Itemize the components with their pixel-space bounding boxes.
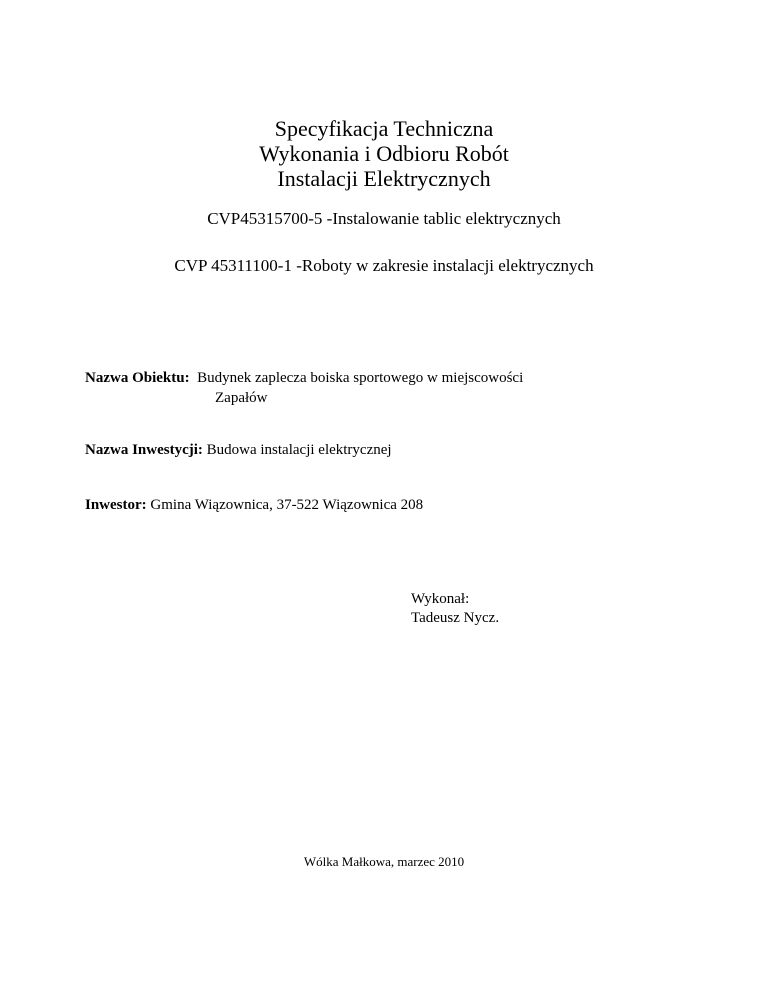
inwestycja-label: Nazwa Inwestycji:: [85, 442, 203, 458]
cpv-code-1: CVP45315700-5 -Instalowanie tablic elektrycznych: [207, 209, 561, 228]
inwestor-label: Inwestor:: [85, 497, 147, 513]
place-date: Wólka Małkowa, marzec 2010: [303, 854, 465, 869]
author-block: [411, 590, 499, 628]
inwestycja-value: Budowa instalacji elektrycznej: [206, 442, 392, 458]
field-obiekt: [85, 369, 523, 388]
document-title: [0, 116, 768, 191]
title-line-1: Specyfikacja Techniczna: [274, 116, 494, 141]
field-inwestor: [85, 496, 423, 515]
cpv-code-2: CVP 45311100-1 -Roboty w zakresie instalacji elektrycznych: [174, 256, 594, 275]
field-inwestycja: [85, 441, 392, 460]
title-line-2: Wykonania i Odbioru Robót: [259, 141, 509, 166]
obiekt-value-continued: Zapałów: [215, 390, 268, 406]
obiekt-value: Budynek zaplecza boiska sportowego w miejscowości: [197, 370, 524, 386]
author-name: Tadeusz Nycz.: [411, 610, 500, 626]
author-label: Wykonał:: [411, 591, 470, 607]
inwestor-value: Gmina Wiązownica, 37-522 Wiązownica 208: [150, 497, 424, 513]
title-line-3: Instalacji Elektrycznych: [277, 166, 491, 191]
obiekt-label: Nazwa Obiektu:: [85, 370, 190, 386]
